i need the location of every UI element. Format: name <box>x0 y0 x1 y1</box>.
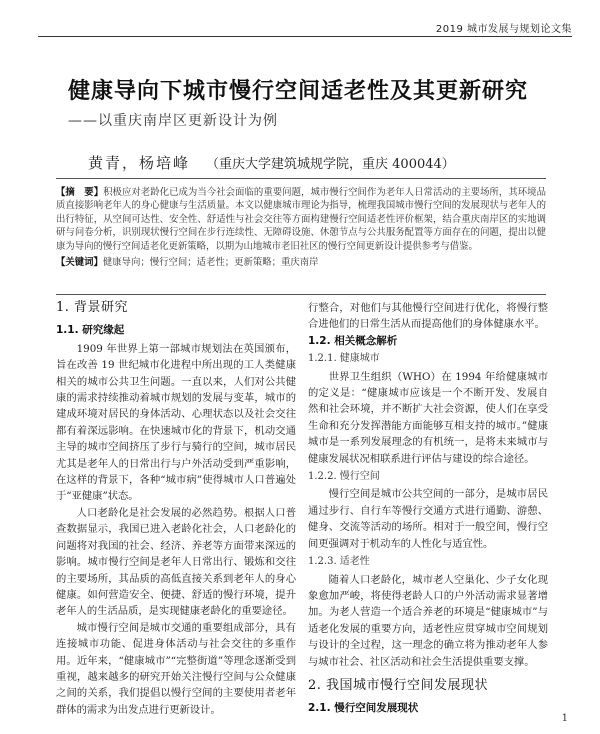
body-paragraph: 1909 年世界上第一部城市规划法在英国颁布，旨在改善 19 世纪城市化进程中所出现的工人类健康相关的城市公共卫生问题。一直以来，人们对公共健康的需求持续推动着城市规划的发展与变革，城市的建成环境对居民的身体活动、心理状态以及社会交往都有着深远影响。在快速城市化的背景下，机动交通主导的城市空间挤压了步行与骑行的空间，城市居民尤其是老年人的日常出行与户外活动受到严重影响，在这样的背景下，各种“城市病”使得城市人口普遍处于“亚健康”状态。 <box>56 342 296 503</box>
body-column-left <box>56 300 296 720</box>
section-heading: 1. 背景研究 <box>56 300 129 315</box>
body-paragraph: 随着人口老龄化，城市老人空巢化、少子女化现象愈加严峻，将使得老龄人口的户外活动需求显著增加。为老人营造一个适合养老的环境是“健康城市”与适老化发展的重要方向，适老性应贯穿城市空间规划与设计的全过程，这一理念的确立将为推动老年人参与城市社会、社区活动和社会生活提供重要支撑。 <box>308 573 548 668</box>
abstract-text: 积极应对老龄化已成为当今社会面临的重要问题，城市慢行空间作为老年人日常活动的主要场所，其环境品质直接影响老年人的身心健康与生活质量。本文以健康城市理论为指导，梳理我国城市慢行空间的发展现状与老年人的出行特征，从空间可达性、安全性、舒适性与社会交往等方面构建慢行空间适老性评价框架，结合重庆南岸区的实地调研与问卷分析，识别现状慢行空间在步行连续性、无障碍设施、休憩节点与公共服务配置等方面存在的问题，提出以健康为导向的慢行空间适老化更新策略，以期为山地城市老旧社区的慢行空间更新设计提供参考与借鉴。 <box>56 187 546 252</box>
section-heading: 2. 我国城市慢行空间发展现状 <box>308 677 489 693</box>
journal-name: 2019 城市发展与规划论文集 <box>435 24 572 35</box>
body-paragraph: 行整合，对他们与其他慢行空间进行优化，将慢行整合进他们的日常生活从而提高他们的身体健康水平。 <box>308 302 548 331</box>
subsubsection-heading: 1.2.3. 适老性 <box>308 556 370 568</box>
author-affiliation: （重庆大学建筑城规学院，重庆 400044） <box>206 157 455 172</box>
paper-subtitle: ——以重庆南岸区更新设计为例 <box>68 113 278 129</box>
keywords-label: 【关键词】 <box>56 257 103 269</box>
paper-title: 健康导向下城市慢行空间适老性及其更新研究 <box>68 79 529 104</box>
subsubsection-heading: 1.2.1. 健康城市 <box>308 353 380 365</box>
keywords-line <box>56 256 546 269</box>
subsubsection-heading: 1.2.2. 慢行空间 <box>308 471 380 483</box>
spacer <box>308 670 548 678</box>
body-paragraph: 慢行空间是城市公共空间的一部分，是城市居民通过步行、自行车等慢行交通方式进行通勤、游憩、健身、交流等活动的场所。相对于一般空间，慢行空间更强调对于机动车的人性化与适宜性。 <box>308 488 548 550</box>
subsection-heading: 1.2. 相关概念解析 <box>308 334 398 347</box>
body-paragraph: 人口老龄化是社会发展的必然趋势。根据人口普查数据显示，我国已进入老龄化社会，人口老龄化的问题将对我国的社会、经济、养老等方面带来深远的影响。城市慢行空间是老年人日常出行、锻炼和交往的主要场所，其品质的高低直接关系到老年人的身心健康。如何营造安全、便捷、舒适的慢行环境，提升老年人的生活品质，是实现健康老龄化的重要途径。 <box>56 506 296 618</box>
keywords-text: 健康导向；慢行空间；适老性；更新策略；重庆南岸 <box>102 257 319 269</box>
body-column-right <box>308 300 548 720</box>
subsection-heading: 1.1. 研究缘起 <box>56 324 125 337</box>
body-paragraph: 世界卫生组织（WHO）在 1994 年给健康城市的定义是：“健康城市应该是一个不断开发、发展自然和社会环境，并不断扩大社会资源，使人们在享受生命和充分发挥潜能方面能够互相支持的城市。”健康城市是一系列发展理念的有机统一，是将未来城市与健康发展状况相联系进行评估与建设的综合途径。 <box>308 370 548 465</box>
abstract-paragraph <box>56 186 546 253</box>
author-line <box>88 152 548 173</box>
abstract-label: 【摘 要】 <box>56 187 104 198</box>
page-number: 1 <box>561 713 568 724</box>
author-names: 黄青，杨培峰 <box>88 154 191 172</box>
running-header <box>38 14 572 37</box>
body-paragraph: 城市慢行空间是城市交通的重要组成部分，具有连接城市功能、促进身体活动与社会交往的多重作用。近年来，“健康城市”“完整街道”等理念逐渐受到重视，越来越多的研究开始关注慢行空间与公众健康之间的关系，我们提倡以慢行空间的主要使用者老年群体的需求为出发点进行更新设计。 <box>56 621 296 716</box>
abstract-block <box>56 178 546 295</box>
subsection-heading: 2.1. 慢行空间发展现状 <box>308 702 419 715</box>
